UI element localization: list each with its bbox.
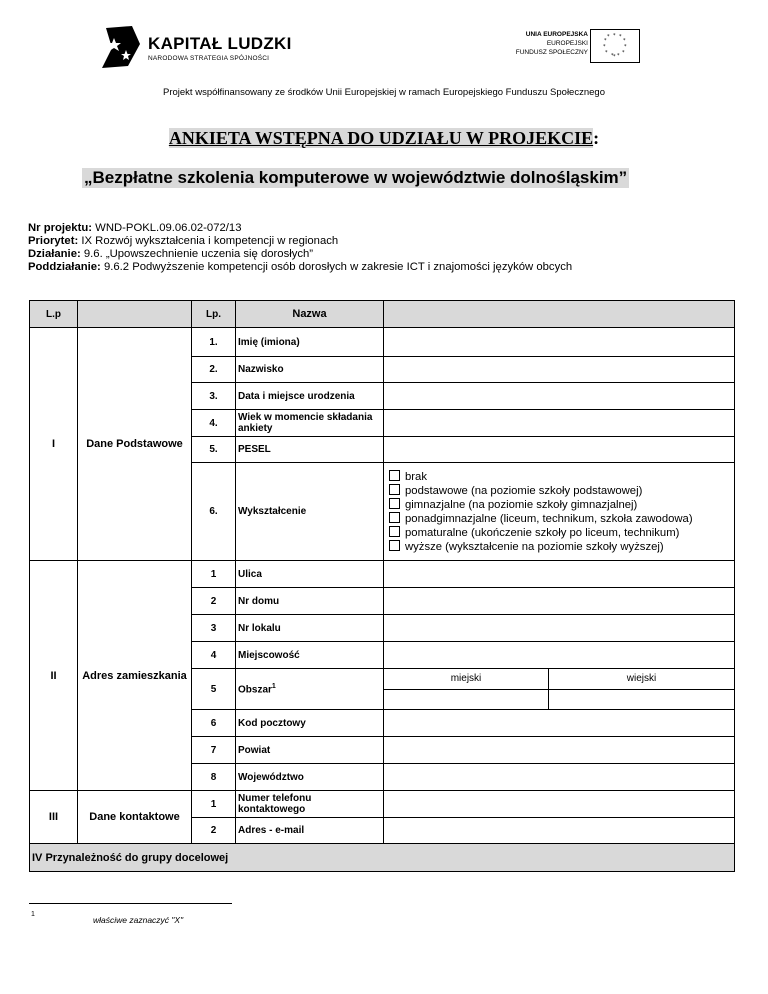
svg-text:*: * [623,38,626,44]
row-label: Nr domu [236,588,384,615]
row-number: 1 [192,791,236,818]
info-nr-projektu [28,222,572,235]
row-label: Ulica [236,561,384,588]
row-label: Wiek w momencie składania ankiety [236,410,384,437]
row-label: Miejscowość [236,642,384,669]
education-option[interactable] [389,484,732,498]
education-option[interactable] [389,526,732,540]
footnote-ref: 1 [271,682,276,690]
info-dzialanie [28,248,572,261]
header-lp2: Lp. [192,301,236,328]
education-option-label: pomaturalne (ukończenie szkoły po liceum, technikum) [405,526,680,539]
row-number: 8 [192,764,236,791]
project-subtitle: „Bezpłatne szkolenia komputerowe w województwie dolnośląskim” [84,168,628,187]
eu-flag-icon [590,29,640,63]
row-label: Imię (imiona) [236,328,384,357]
education-options [384,463,735,561]
info-nr-value: WND-POKL.09.06.02-072/13 [92,222,242,234]
row-number: 4. [192,410,236,437]
row-number: 6 [192,710,236,737]
house-number-field[interactable] [384,588,735,615]
footnote-text: właściwe zaznaczyć "X" [93,915,184,925]
info-dzialanie-label: Działanie: [28,248,81,260]
kapital-ludzki-subtitle: NARODOWA STRATEGIA SPÓJNOŚCI [148,55,270,62]
section-3-number: III [30,791,78,844]
row-number: 1 [192,561,236,588]
section-4-heading: IV Przynależność do grupy docelowej [30,844,735,872]
area-urban-checkbox[interactable] [384,690,548,709]
checkbox-icon[interactable] [389,512,400,523]
eu-text-block [508,30,588,57]
education-option-label: brak [405,470,427,483]
section-2-name: Adres zamieszkania [78,561,192,791]
eu-line-1: UNIA EUROPEJSKA [525,31,588,38]
row-label: Województwo [236,764,384,791]
row-number: 5. [192,437,236,463]
row-label: PESEL [236,437,384,463]
table-row [30,844,735,872]
page-title [0,128,768,149]
svg-text:*: * [604,38,607,44]
svg-text:*: * [605,50,608,56]
voivodeship-field[interactable] [384,764,735,791]
svg-text:*: * [617,53,620,59]
area-rural-checkbox[interactable] [549,690,734,709]
row-number: 1. [192,328,236,357]
header-value-col [384,301,735,328]
page-title-colon: : [593,128,600,148]
table-header-row [30,301,735,328]
footnote-number: 1 [31,911,35,918]
project-info [28,222,572,274]
area-label: Obszar [238,684,272,696]
birth-date-place-field[interactable] [384,383,735,410]
page-title-text: ANKIETA WSTĘPNA DO UDZIAŁU W PROJEKCIE [168,128,594,148]
email-field[interactable] [384,818,735,844]
postal-code-field[interactable] [384,710,735,737]
row-number: 2. [192,357,236,383]
education-option[interactable] [389,540,732,554]
street-field[interactable] [384,561,735,588]
row-label: Numer telefonu kontaktowego [236,791,384,818]
info-priorytet [28,235,572,248]
header-empty [78,301,192,328]
row-number: 2 [192,818,236,844]
table-row [30,328,735,357]
checkbox-icon[interactable] [389,470,400,481]
checkbox-icon[interactable] [389,526,400,537]
info-dzialanie-value: 9.6. „Upowszechnienie uczenia się dorosłych” [80,248,314,260]
education-option-label: gimnazjalne (na poziomie szkoły gimnazjalnej) [405,498,638,511]
kapital-ludzki-title: KAPITAŁ LUDZKI [148,34,292,53]
checkbox-icon[interactable] [389,540,400,551]
area-rural-cell [549,669,735,710]
footnote-divider [29,903,232,904]
row-number: 4 [192,642,236,669]
section-3-name: Dane kontaktowe [78,791,192,844]
row-label [236,669,384,710]
row-number: 5 [192,669,236,710]
education-option[interactable] [389,512,732,526]
section-2-number: II [30,561,78,791]
county-field[interactable] [384,737,735,764]
row-label: Kod pocztowy [236,710,384,737]
first-name-field[interactable] [384,328,735,357]
svg-text:*: * [603,44,606,50]
row-label: Nr lokalu [236,615,384,642]
pesel-field[interactable] [384,437,735,463]
info-poddzialanie-value: 9.6.2 Podwyższenie kompetencji osób dorosłych w zakresie ICT i znajomości języków obcych [100,261,573,273]
header-lp1: L.p [30,301,78,328]
info-nr-label: Nr projektu: [28,222,93,234]
row-number: 3 [192,615,236,642]
svg-text:*: * [619,34,622,40]
svg-text:*: * [622,50,625,56]
city-field[interactable] [384,642,735,669]
education-option-label: wyższe (wykształcenie na poziomie szkoły wyższej) [405,540,664,553]
row-number: 2 [192,588,236,615]
row-number: 6. [192,463,236,561]
info-priorytet-label: Priorytet: [28,235,79,247]
education-option[interactable] [389,470,732,484]
phone-field[interactable] [384,791,735,818]
cofunding-note: Projekt współfinansowany ze środków Unii Europejskiej w ramach Europejskiego Funduszu Społecznego [163,87,605,98]
row-label: Powiat [236,737,384,764]
svg-text:*: * [613,33,616,39]
svg-text:*: * [624,44,627,50]
row-label: Adres - e-mail [236,818,384,844]
info-priorytet-value: IX Rozwój wykształcenia i kompetencji w regionach [78,235,339,247]
survey-table [29,300,735,872]
age-field[interactable] [384,410,735,437]
row-label: Data i miejsce urodzenia [236,383,384,410]
area-rural-label: wiejski [549,669,734,690]
info-poddzialanie [28,261,572,274]
table-row [30,791,735,818]
apartment-number-field[interactable] [384,615,735,642]
area-urban-label: miejski [384,669,548,690]
checkbox-icon[interactable] [389,484,400,495]
svg-text:*: * [611,53,614,59]
section-1-number: I [30,328,78,561]
education-option[interactable] [389,498,732,512]
checkbox-icon[interactable] [389,498,400,509]
row-label: Nazwisko [236,357,384,383]
table-row [30,561,735,588]
info-poddzialanie-label: Poddziałanie: [28,261,101,273]
education-option-label: ponadgimnazjalne (liceum, technikum, szkoła zawodowa) [405,512,693,525]
eu-line-3: FUNDUSZ SPOŁECZNY [515,49,588,56]
row-label: Wykształcenie [236,463,384,561]
area-urban-cell [384,669,549,710]
section-1-name: Dane Podstawowe [78,328,192,561]
education-option-label: podstawowe (na poziomie szkoły podstawowej) [405,484,643,497]
kapital-ludzki-logo-icon [100,24,146,70]
surname-field[interactable] [384,357,735,383]
header-nazwa: Nazwa [236,301,384,328]
row-number: 3. [192,383,236,410]
eu-line-2: EUROPEJSKI [546,40,588,47]
svg-text:*: * [607,34,610,40]
svg-text:*: * [613,54,616,60]
row-number: 7 [192,737,236,764]
